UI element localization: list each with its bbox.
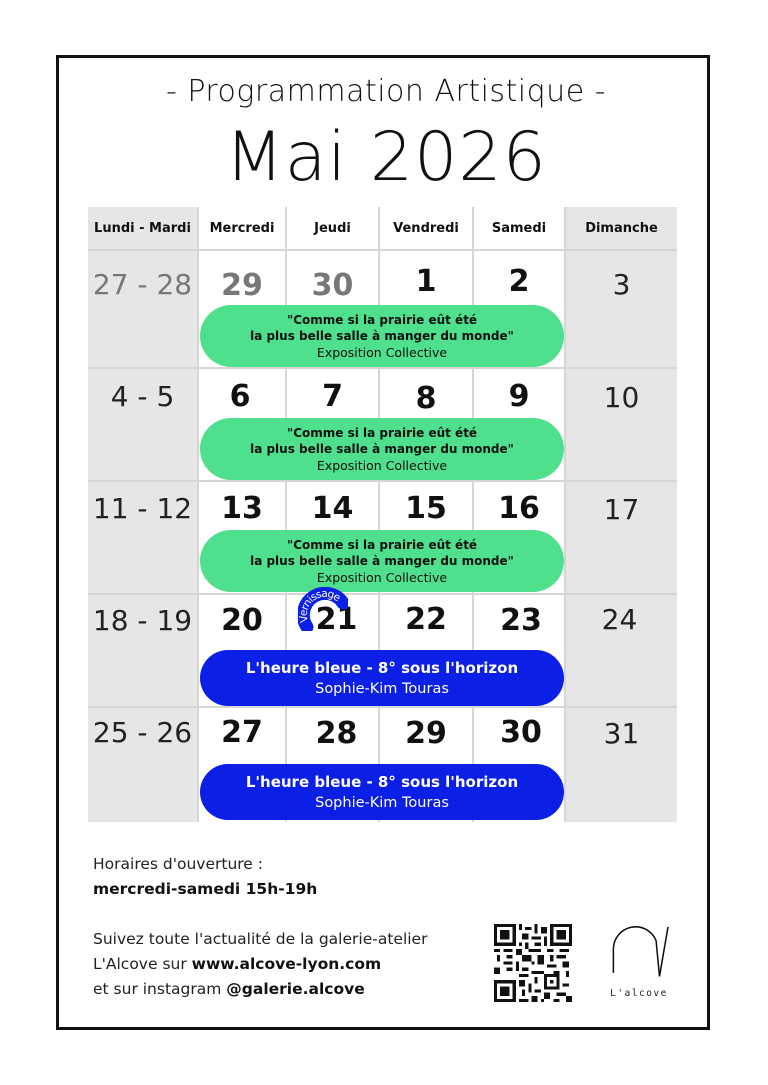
date-sat: 9 xyxy=(508,378,530,414)
date-sun: 31 xyxy=(603,716,640,750)
vernissage-badge xyxy=(298,587,348,631)
event-type: Exposition Collective xyxy=(316,344,448,360)
logo-wordmark: L'alcove xyxy=(610,988,668,999)
date-fri: 8 xyxy=(415,380,437,416)
date-fri: 29 xyxy=(405,715,447,751)
date-mon-tue: 18 - 19 xyxy=(92,603,193,637)
vernissage-label: Vernissage xyxy=(298,587,343,624)
follow-line-1: Suivez toute l'actualité de la galerie-atelier xyxy=(93,930,428,948)
day-header: Jeudi xyxy=(314,220,351,236)
date-fri: 1 xyxy=(415,263,437,299)
event-title-line2: la plus belle salle à manger du monde" xyxy=(250,441,514,456)
day-header: Mercredi xyxy=(209,220,275,236)
follow-line-3-prefix: et sur instagram xyxy=(93,980,227,998)
date-sun: 24 xyxy=(601,602,638,636)
date-thu: 7 xyxy=(322,378,343,414)
event-title: L'heure bleue - 8° sous l'horizon xyxy=(245,659,519,677)
date-wed: 13 xyxy=(221,490,263,526)
date-thu: 28 xyxy=(315,715,358,751)
date-sun: 17 xyxy=(603,492,640,526)
hours-label: Horaires d'ouverture : xyxy=(93,855,263,873)
follow-line-2-prefix: L'Alcove sur xyxy=(93,955,192,973)
day-header: Dimanche xyxy=(585,220,658,236)
date-thu: 30 xyxy=(311,267,354,303)
event-pill-solo xyxy=(200,650,564,706)
date-mon-tue: 11 - 12 xyxy=(92,491,193,525)
date-sat: 23 xyxy=(500,602,542,638)
hours-value: mercredi-samedi 15h-19h xyxy=(93,880,318,898)
date-wed: 29 xyxy=(221,267,263,303)
event-pill-collective xyxy=(200,305,564,367)
website-link[interactable]: www.alcove-lyon.com xyxy=(191,955,382,973)
alcove-arch-icon xyxy=(603,920,675,990)
date-sat: 30 xyxy=(500,714,542,750)
event-title-line1: "Comme si la prairie eût été xyxy=(286,425,478,440)
alcove-logo xyxy=(603,920,675,1002)
event-title-line2: la plus belle salle à manger du monde" xyxy=(250,553,514,568)
follow-line-3 xyxy=(93,980,365,998)
date-fri: 22 xyxy=(405,601,447,637)
date-wed: 20 xyxy=(221,602,263,638)
day-header: Lundi - Mardi xyxy=(94,220,191,236)
poster-subtitle: - Programmation Artistique - xyxy=(165,74,607,109)
date-mon-tue: 25 - 26 xyxy=(92,715,193,749)
follow-line-2 xyxy=(93,955,381,973)
date-wed: 6 xyxy=(229,378,251,414)
svg-text:Vernissage xyxy=(298,588,343,624)
event-artist: Sophie-Kim Touras xyxy=(315,795,449,811)
event-pill-collective xyxy=(200,418,564,480)
event-type: Exposition Collective xyxy=(316,457,448,473)
date-mon-tue: 27 - 28 xyxy=(92,267,193,301)
day-header: Samedi xyxy=(491,220,547,236)
event-title-line2: la plus belle salle à manger du monde" xyxy=(250,328,514,343)
event-title: L'heure bleue - 8° sous l'horizon xyxy=(245,773,519,791)
event-artist: Sophie-Kim Touras xyxy=(315,681,449,697)
date-thu: 14 xyxy=(311,490,354,526)
date-sat: 2 xyxy=(508,263,530,299)
event-pill-solo xyxy=(200,764,564,820)
instagram-link[interactable]: @galerie.alcove xyxy=(226,980,365,998)
date-fri: 15 xyxy=(405,490,447,526)
date-sun: 3 xyxy=(612,267,631,301)
date-sat: 16 xyxy=(498,490,540,526)
event-title-line1: "Comme si la prairie eût été xyxy=(286,312,478,327)
event-type: Exposition Collective xyxy=(316,569,448,585)
qr-code-icon[interactable] xyxy=(494,924,572,1002)
date-thu: 21 xyxy=(315,601,358,637)
event-title-line1: "Comme si la prairie eût été xyxy=(286,537,478,552)
event-pill-collective xyxy=(200,530,564,592)
day-header: Vendredi xyxy=(393,220,459,236)
poster-title: Mai 2026 xyxy=(225,118,547,197)
date-mon-tue: 4 - 5 xyxy=(110,379,175,413)
date-wed: 27 xyxy=(221,714,263,750)
date-sun: 10 xyxy=(603,380,640,414)
